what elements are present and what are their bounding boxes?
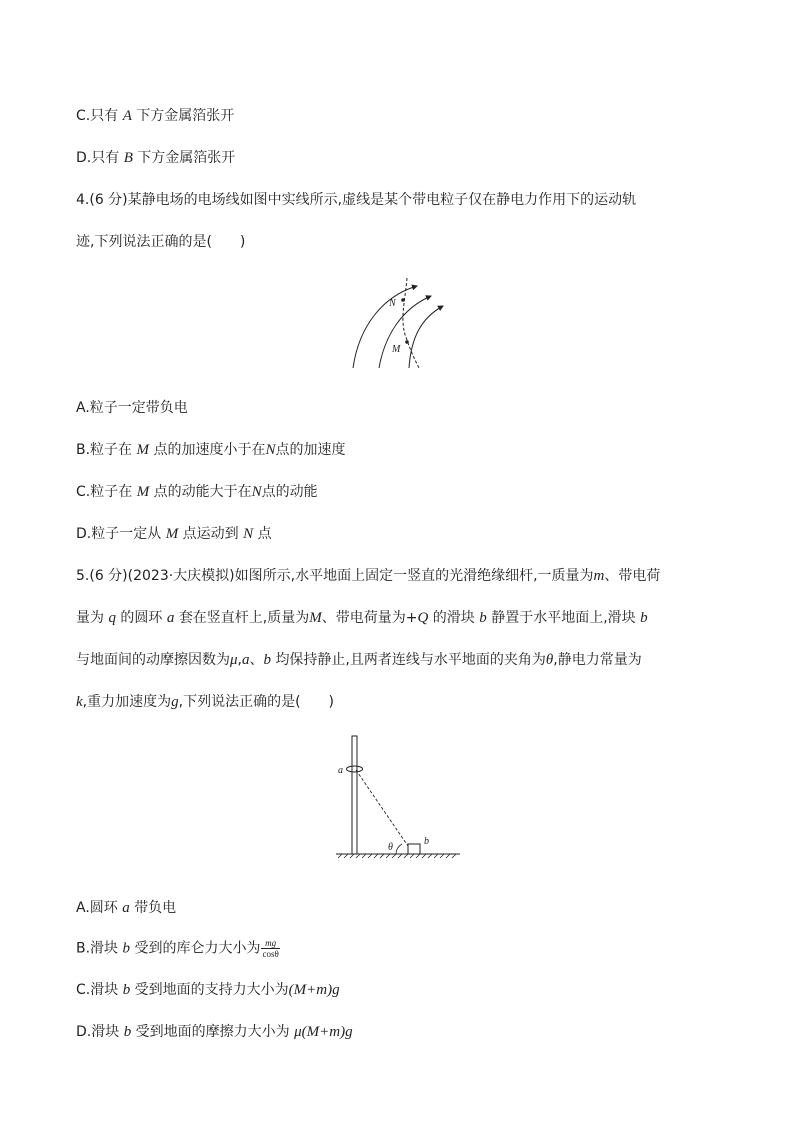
q5-stem-line1: 5.(6 分)(2023·大庆模拟)如图所示,水平地面上固定一竖直的光滑绝缘细杆,一质量为m、带电荷 xyxy=(76,568,661,584)
q4-stem-line1: 4.(6 分)某静电场的电场线如图中实线所示,虚线是某个带电粒子仅在静电力作用下的运动轨 xyxy=(76,192,637,208)
q4-option-c: C.粒子在 M 点的动能大于在N点的动能 xyxy=(76,484,318,500)
q3-option-c: C.只有 A 下方金属箔张开 xyxy=(76,108,235,124)
block-b xyxy=(408,844,420,854)
q5-stem-line2: 量为 q 的圆环 a 套在竖直杆上,质量为M、带电荷量为+Q 的滑块 b 静置于水平地面上,滑块 b xyxy=(76,610,648,626)
q5-rod-ring-figure xyxy=(330,730,465,860)
label-a: a xyxy=(338,765,343,776)
field-line-1 xyxy=(353,286,417,368)
ground-hatching xyxy=(338,854,456,858)
point-n xyxy=(401,298,405,302)
label-n: N xyxy=(389,298,396,309)
q4-stem-line2: 迹,下列说法正确的是( ) xyxy=(76,234,246,250)
q5-option-d: D.滑块 b 受到地面的摩擦力大小为 μ(M+m)g xyxy=(76,1024,353,1040)
angle-arc xyxy=(396,844,402,854)
q5-option-b: B.滑块 b 受到的库仑力大小为 $\frac{mg}{\cos\theta}$ xyxy=(76,938,279,959)
vertical-rod xyxy=(352,736,357,854)
field-line-2 xyxy=(379,296,431,368)
q4-option-b: B.粒子在 M 点的加速度小于在N点的加速度 xyxy=(76,442,346,458)
label-m: M xyxy=(392,344,401,355)
q5-option-a: A.圆环 a 带负电 xyxy=(76,900,177,916)
q5-option-c: C.滑块 b 受到地面的支持力大小为(M+m)g xyxy=(76,982,340,998)
q5-stem-line4: k,重力加速度为g,下列说法正确的是( ) xyxy=(76,694,334,710)
q4-field-line-figure xyxy=(345,274,445,374)
q3-option-d: D.只有 B 下方金属箔张开 xyxy=(76,150,236,166)
connecting-line xyxy=(356,770,408,846)
q4-option-d: D.粒子一定从 M 点运动到 N 点 xyxy=(76,526,272,542)
q4-option-a: A.粒子一定带负电 xyxy=(76,400,188,416)
label-b: b xyxy=(424,836,429,847)
q5-stem-line3: 与地面间的动摩擦因数为μ,a、b 均保持静止,且两者连线与水平地面的夹角为θ,静电力常量为 xyxy=(76,652,642,668)
ring-a xyxy=(347,766,363,772)
fraction-mg-over-cos: $\frac{mg}{\cos\theta}$ xyxy=(262,938,279,959)
point-m xyxy=(405,340,409,344)
label-theta: θ xyxy=(388,842,393,853)
